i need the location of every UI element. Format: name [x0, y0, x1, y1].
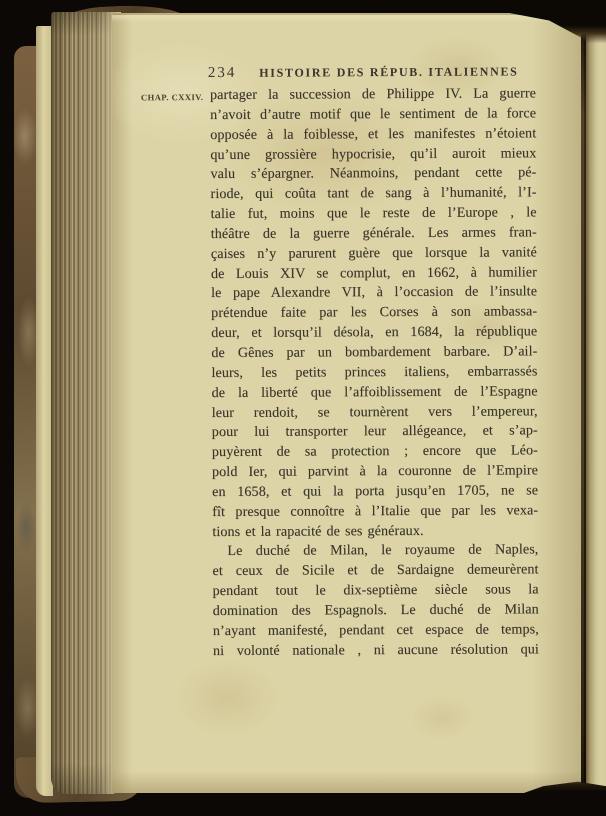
text-line: de Louis XIV se complut, en 1662, à humilier	[210, 263, 537, 282]
text-line: pour lui transporter leur allégeance, et s’ap-	[211, 422, 538, 441]
text-line: pendant tout le dix-septième siècle sous la	[212, 581, 539, 600]
text-line: partager la succession de Philippe IV. La guerre	[209, 85, 537, 104]
text-line: qu’une grossière hypocrisie, qu’il auroit mieux	[210, 144, 537, 163]
book-page	[112, 13, 584, 793]
text-line: théâtre de la guerre générale. Les armes fran-	[210, 224, 537, 242]
body-text	[210, 84, 539, 661]
text-line: Le duché de Milan, le royaume de Naples,	[227, 541, 539, 560]
text-line: çaises n’y parurent guère que lorsque la vanité	[210, 244, 537, 262]
text-line: talie fut, moins que le reste de l’Europe , le	[210, 204, 537, 223]
text-line: domination des Espagnols. Le duché de Milan	[212, 601, 539, 619]
text-line: tions et la rapacité de ses généraux.	[212, 522, 424, 540]
text-line: pold Ier, qui parvint à la couronne de l’Empire	[211, 462, 539, 481]
text-line: le pape Alexandre VII, à l’occasion de l’insulte	[211, 283, 538, 302]
text-line: deur, et lorsqu’il désola, en 1684, la république	[211, 323, 538, 342]
text-line: opposée à la foiblesse, et les manifestes n’étoient	[210, 124, 537, 143]
text-line: et ceux de Sicile et de Sardaigne demeurèrent	[212, 561, 539, 580]
text-line: prétendue faite par les Corses à son ambassa-	[211, 303, 538, 322]
text-line: de Gênes par un bombardement barbare. D’ail-	[211, 343, 538, 361]
page-edges-stack	[51, 12, 121, 794]
text-line: leurs, les petits princes italiens, embarrassés	[211, 363, 538, 381]
page-text-layer	[112, 11, 588, 793]
text-line: leur rendoit, se tournèrent vers l’empereur,	[211, 402, 538, 421]
text-line: puyèrent de sa protection ; encore que Léo-	[211, 442, 538, 461]
text-line: de la liberté que l’affoiblissement de l’Espagne	[211, 382, 538, 401]
facing-page-edge	[586, 18, 606, 798]
text-line: valu s’épargner. Néanmoins, pendant cette pé-	[210, 164, 537, 183]
text-line: n’ayant manifesté, pendant cet espace de temps,	[212, 621, 539, 639]
text-line: n’avoit d’autre motif que le sentiment de la force	[210, 105, 537, 123]
chapter-margin-note: CHAP. CXXIV.	[140, 92, 204, 103]
running-title: HISTOIRE DES RÉPUB. ITALIENNES	[259, 64, 519, 80]
text-line: ni volonté nationale , ni aucune résolution qui	[212, 640, 539, 659]
text-line: en 1658, et qui la porta jusqu’en 1705, ne se	[212, 482, 539, 500]
text-line: riode, qui coûta tant de sang à l’humanité, l’I-	[210, 184, 537, 203]
page-header	[208, 63, 534, 82]
page-number: 234	[207, 64, 237, 82]
text-line: fît presque connoître à l’Italie que par les vexa-	[212, 502, 539, 520]
